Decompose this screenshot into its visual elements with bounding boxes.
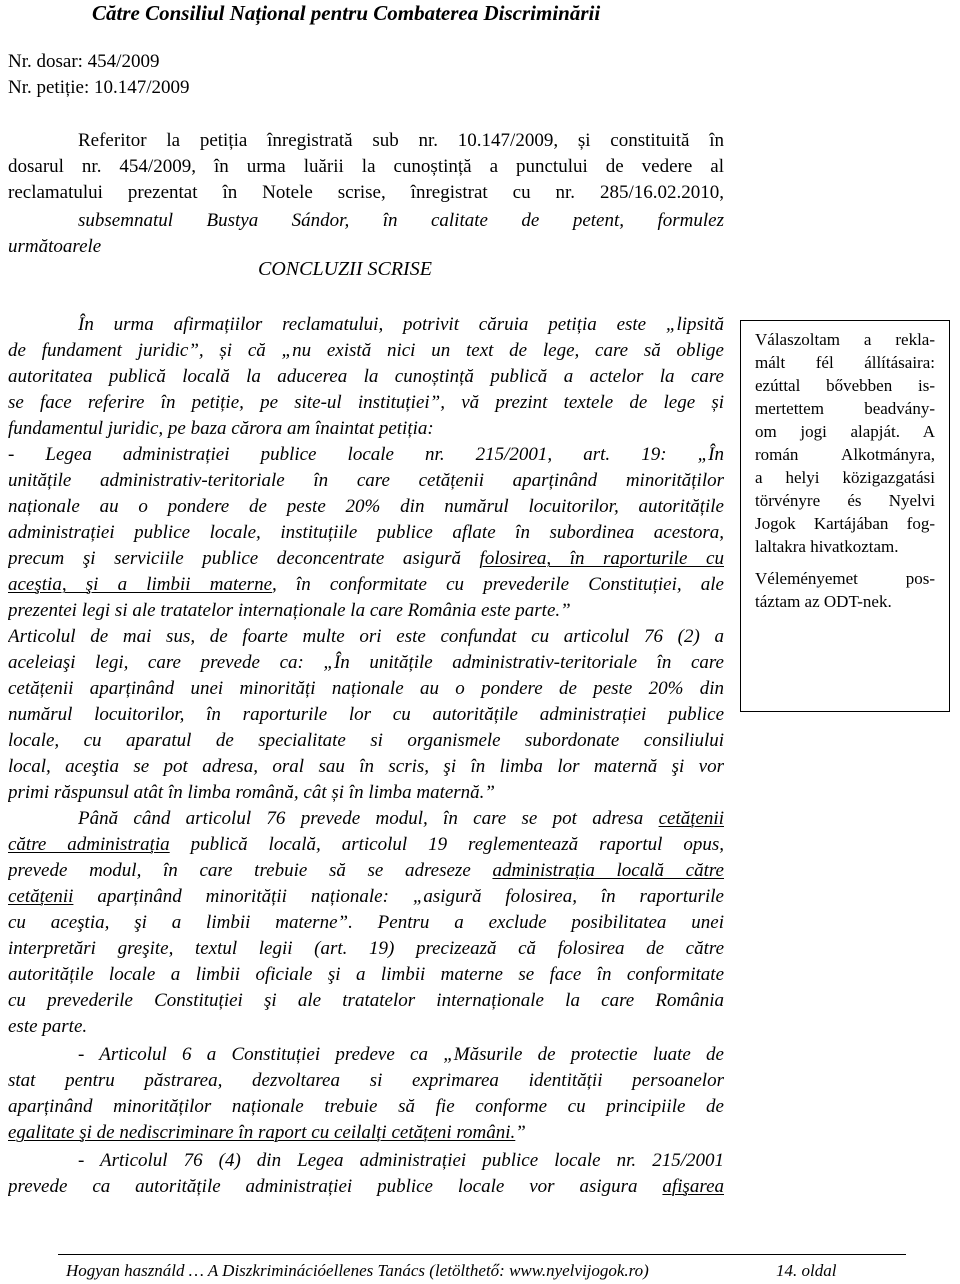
case-number: Nr. dosar: 454/2009 — [8, 51, 160, 72]
paragraph-line: autoritățile locale a limbii oficiale şi a limbii materne se face în conformitate — [8, 964, 724, 985]
margin-note-box — [740, 320, 950, 712]
underlined-text: afişarea — [662, 1176, 724, 1197]
underlined-text: cetățenii — [8, 886, 74, 907]
paragraph-line — [8, 572, 724, 598]
note-line: román Alkotmányra, — [755, 445, 935, 464]
document-header: Către Consiliul Național pentru Combaterea Discriminării — [92, 1, 601, 25]
paragraph-line: numărul locuitorilor, în raporturile lor cu autoritățile administrației publice — [8, 704, 724, 725]
intro-line: dosarul nr. 454/2009, în urma luării la cunoștință a punctului de vedere al — [8, 156, 724, 177]
paragraph-line — [8, 1174, 724, 1200]
paragraph-line — [8, 546, 724, 572]
note-line: Jogok Kartájában fog- — [755, 514, 935, 533]
intro-line: subsemnatul Bustya Sándor, în calitate de petent, formulez — [78, 210, 724, 231]
note-line: ezúttal bővebben is- — [755, 376, 935, 395]
paragraph-line: aceleiaşi legi, care prevede ca: „În unitățile administrativ-teritoriale în care — [8, 652, 724, 673]
paragraph-line: locale, cu aparatul de specialitate si organismele subordonate consiliului — [8, 730, 724, 751]
page-number: 14. oldal — [776, 1261, 837, 1280]
note-line: laltakra hivatkoztam. — [755, 537, 899, 556]
paragraph-line: În urma afirmațiilor reclamatului, potrivit căruia petiția este „lipsită — [78, 314, 724, 335]
note-line: táztam az ODT-nek. — [755, 592, 892, 611]
note-line: Válaszoltam a rekla- — [755, 330, 935, 349]
text-run: aparținând minorității naționale: „asigură folosirea, în raporturile — [73, 886, 724, 907]
paragraph-line: prezentei legi si ale tratatelor internaționale la care România este parte.” — [8, 600, 571, 621]
intro-line: următoarele — [8, 236, 102, 257]
paragraph-line: autoritatea publică locală la aducerea la cunoștință publică a actelor la care — [8, 366, 724, 387]
paragraph-line: se face referire în petiție, pe site-ul instituției”, vă prezint textele de lege și — [8, 392, 724, 413]
paragraph-line — [8, 1120, 724, 1146]
paragraph-line: naționale au o pondere de peste 20% din numărul locuitorilor, autoritățile — [8, 496, 724, 517]
underlined-text: cetățenii — [658, 808, 724, 829]
intro-line: reclamatului prezentat în Notele scrise, înregistrat cu nr. 285/16.02.2010, — [8, 182, 724, 203]
paragraph-line — [78, 806, 724, 832]
paragraph-line: - Articolul 76 (4) din Legea administrației publice locale nr. 215/2001 — [78, 1150, 724, 1171]
paragraph-line: administrației publice locale, instituțiile publice aflate în subordinea acestora, — [8, 522, 724, 543]
paragraph-line: - Articolul 6 a Constituției predeve ca „Măsurile de protectie luate de — [78, 1044, 724, 1065]
text-run: precum şi serviciile publice deconcentrate asigură — [8, 548, 480, 569]
text-run: ” — [515, 1122, 526, 1143]
paragraph-line: Articolul de mai sus, de foarte multe ori este confundat cu articolul 76 (2) a — [8, 626, 724, 647]
paragraph-line: stat pentru păstrarea, dezvoltarea si exprimarea identității persoanelor — [8, 1070, 724, 1091]
note-line: a helyi közigazgatási — [755, 468, 935, 487]
paragraph-line: interpretări greşite, textul legii (art. 19) precizează că folosirea de către — [8, 938, 724, 959]
paragraph-line: - Legea administrației publice locale nr. 215/2001, art. 19: „În — [8, 444, 724, 465]
note-line: om jogi alapját. A — [755, 422, 935, 441]
text-run: Până când articolul 76 prevede modul, în care se pot adresa — [78, 808, 659, 829]
paragraph-line: local, aceştia se pot adresa, oral sau în scris, şi în limba lor maternă şi vor — [8, 756, 724, 777]
note-line: mált fél állításaira: — [755, 353, 935, 372]
note-line: törvényre és Nyelvi — [755, 491, 935, 510]
paragraph-line: este parte. — [8, 1016, 88, 1037]
note-line: Véleményemet pos- — [755, 569, 935, 588]
underlined-text: folosirea, în raporturile cu — [479, 548, 724, 569]
paragraph-line: de fundament juridic”, și că „nu există nici un text de lege, care să oblige — [8, 340, 724, 361]
paragraph-line: primi răspunsul atât în limba română, cât și în limba maternă.” — [8, 782, 495, 803]
paragraph-line: cetățenii aparținând unei minorități naționale au o pondere de peste 20% din — [8, 678, 724, 699]
paragraph-line: fundamentul juridic, pe baza cărora am înaintat petiția: — [8, 418, 434, 439]
intro-line: Referitor la petiția înregistrată sub nr. 10.147/2009, și constituită în — [78, 130, 724, 151]
note-line: mertettem beadvány- — [755, 399, 935, 418]
underlined-text: aceştia, şi a limbii materne — [8, 574, 272, 595]
section-title: CONCLUZII SCRISE — [258, 258, 432, 280]
paragraph-line: cu prevederile Constituției şi ale tratatelor internaționale la care România — [8, 990, 724, 1011]
text-run: , în conformitate cu prevederile Constituției, ale — [272, 574, 724, 595]
paragraph-line — [8, 858, 724, 884]
paragraph-line — [8, 884, 724, 910]
footer-text: Hogyan használd … A Diszkriminációellenes Tanács (letölthető: www.nyelvijogok.ro) — [66, 1261, 649, 1280]
paragraph-line: aparținând minorităților naționale trebuie să fie conforme cu principiile de — [8, 1096, 724, 1117]
paragraph-line: cu aceştia, şi a limbii materne”. Pentru a exclude posibilitatea unei — [8, 912, 724, 933]
underlined-text: către administrația — [8, 834, 170, 855]
underlined-text: administrația locală către — [492, 860, 724, 881]
underlined-text: egalitate şi de nediscriminare în raport cu ceilalți cetățeni români. — [8, 1122, 516, 1143]
paragraph-line: unitățile administrativ-teritoriale în care cetățenii aparținând minorităților — [8, 470, 724, 491]
paragraph-line — [8, 832, 724, 858]
text-run: prevede modul, în care trebuie să se adreseze — [8, 860, 493, 881]
text-run: prevede ca autoritățile administrației publice locale vor asigura — [8, 1176, 663, 1197]
petition-number: Nr. petiție: 10.147/2009 — [8, 77, 190, 98]
footer-rule — [58, 1254, 906, 1255]
text-run: publică locală, articolul 19 reglementează raportul opus, — [169, 834, 724, 855]
